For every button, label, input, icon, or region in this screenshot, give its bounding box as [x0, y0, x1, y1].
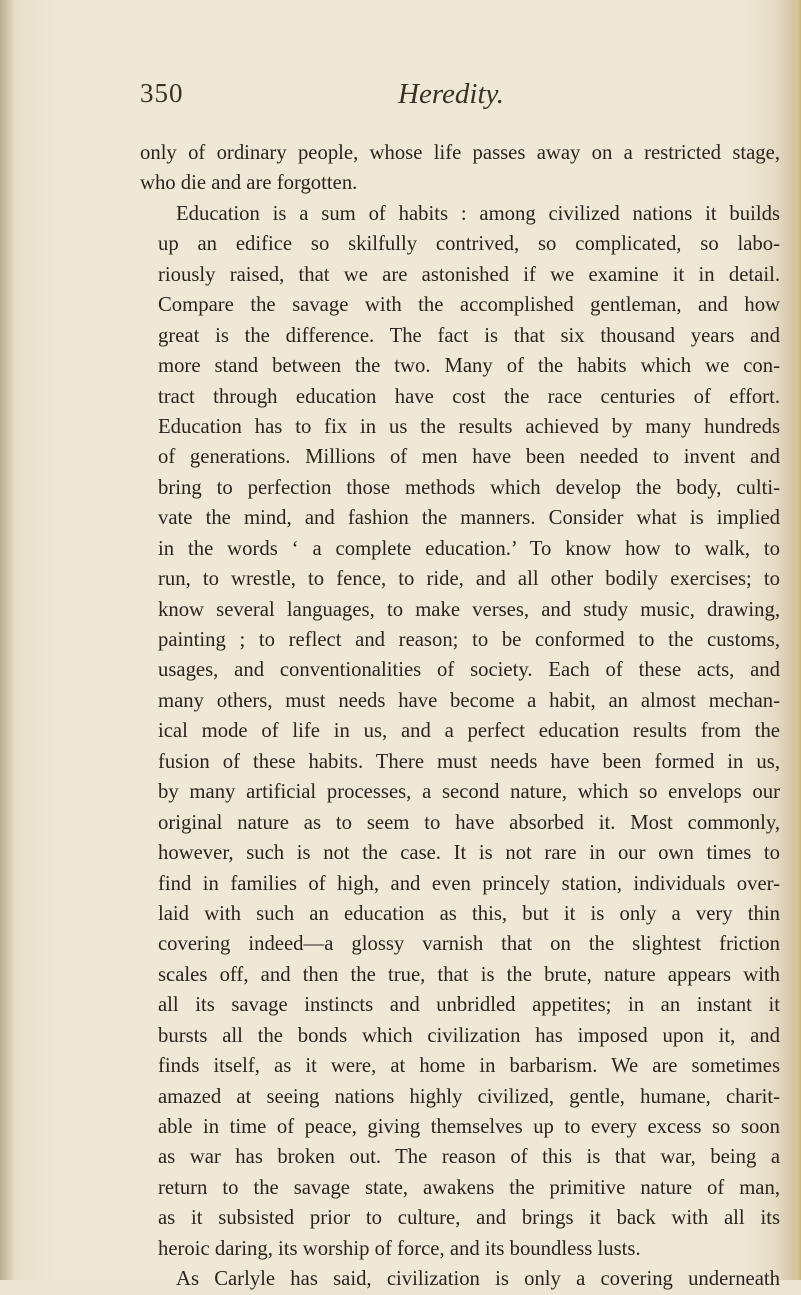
text-line: bring to perfection those methods which develop the body, culti- [158, 476, 780, 499]
paragraph [140, 138, 780, 199]
text-line: covering indeed—a glossy varnish that on the slightest friction [158, 933, 780, 956]
page-edge [791, 0, 801, 1280]
text-line: in the words ‘ a complete education.’ To know how to walk, to [158, 537, 780, 560]
text-line: scales off, and then the true, that is the brute, nature appears with [158, 963, 780, 986]
page-header [140, 78, 780, 118]
text-line: many others, must needs have become a habit, an almost mechan- [158, 689, 780, 712]
text-line: only of ordinary people, whose life passes away on a restricted stage, [140, 142, 780, 164]
text-line: run, to wrestle, to fence, to ride, and all other bodily exercises; to [158, 568, 780, 591]
text-line: riously raised, that we are astonished if we examine it in detail. [158, 263, 780, 286]
text-line: as war has broken out. The reason of this is that war, being a [158, 1146, 780, 1169]
text-line: all its savage instincts and unbridled appetites; in an instant it [158, 994, 780, 1017]
paragraph [140, 1264, 780, 1294]
binding-shadow [0, 0, 14, 1280]
text-line: up an edifice so skilfully contrived, so complicated, so labo- [158, 233, 780, 256]
text-line: As Carlyle has said, civilization is only a covering underneath [176, 1268, 780, 1291]
page-number: 350 [140, 78, 184, 108]
text-line: who die and are forgotten. [140, 172, 358, 195]
text-line: as it subsisted prior to culture, and brings it back with all its [158, 1207, 780, 1230]
text-line: tract through education have cost the race centuries of effort. [158, 385, 780, 408]
text-line: vate the mind, and fashion the manners. Consider what is implied [158, 507, 780, 530]
running-title: Heredity. [398, 78, 505, 110]
text-line: more stand between the two. Many of the habits which we con- [158, 355, 780, 378]
text-line: great is the difference. The fact is that six thousand years and [158, 324, 780, 347]
text-line: however, such is not the case. It is not rare in our own times to [158, 842, 780, 865]
text-line: heroic daring, its worship of force, and its boundless lusts. [158, 1237, 641, 1260]
text-line: Education is a sum of habits : among civilized nations it builds [176, 202, 780, 225]
body-text [140, 138, 780, 1295]
text-line: return to the savage state, awakens the primitive nature of man, [158, 1176, 780, 1199]
text-line: original nature as to seem to have absorbed it. Most commonly, [158, 811, 780, 834]
text-line: amazed at seeing nations highly civilized, gentle, humane, charit- [158, 1085, 780, 1108]
text-line: by many artificial processes, a second nature, which so envelops our [158, 781, 780, 804]
text-line: finds itself, as it were, at home in barbarism. We are sometimes [158, 1055, 780, 1078]
paragraph [140, 199, 780, 1264]
text-line: Compare the savage with the accomplished gentleman, and how [158, 294, 780, 317]
text-line: Education has to fix in us the results achieved by many hundreds [158, 415, 780, 438]
text-line: ical mode of life in us, and a perfect education results from the [158, 720, 780, 743]
text-line: fusion of these habits. There must needs have been formed in us, [158, 750, 780, 773]
text-line: know several languages, to make verses, and study music, drawing, [158, 598, 780, 621]
text-line: laid with such an education as this, but it is only a very thin [158, 902, 780, 925]
text-line: of generations. Millions of men have been needed to invent and [158, 446, 780, 469]
text-line: painting ; to reflect and reason; to be conformed to the customs, [158, 629, 780, 651]
text-line: bursts all the bonds which civilization has imposed upon it, and [158, 1024, 780, 1047]
text-line: usages, and conventionalities of society. Each of these acts, and [158, 659, 780, 682]
text-line: able in time of peace, giving themselves up to every excess so soon [158, 1116, 780, 1138]
text-line: find in families of high, and even princely station, individuals over- [158, 872, 780, 895]
